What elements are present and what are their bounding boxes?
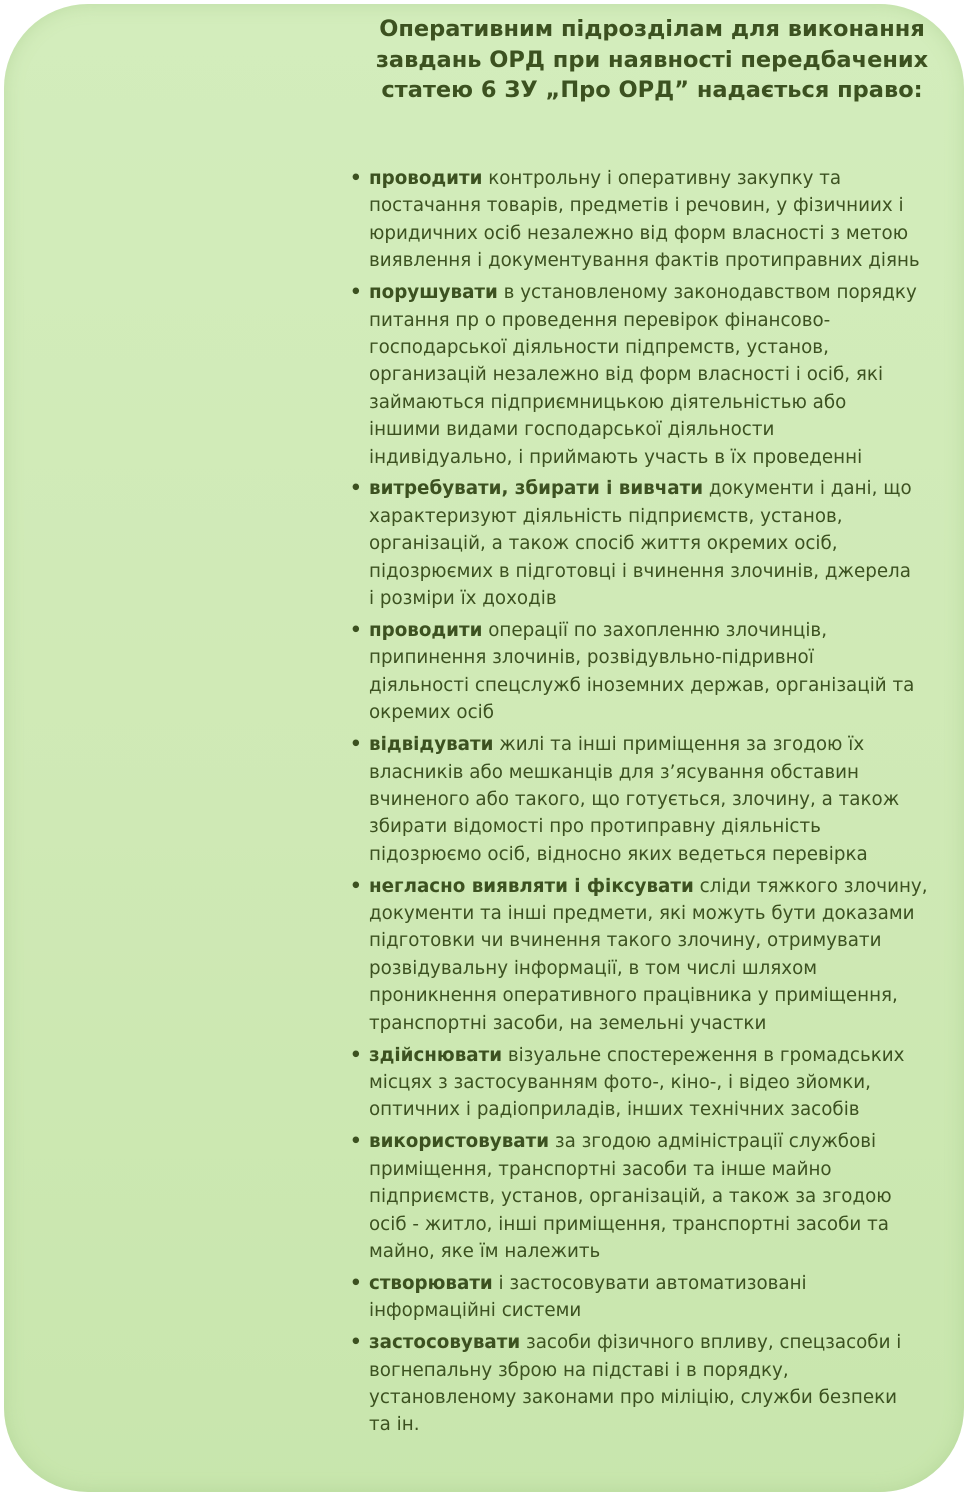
list-item-line: организацій незалежно від форм власності і осіб, які [369,364,884,386]
list-item-line [369,731,961,758]
list-item-line: підозрюємо осіб, відносно яких ведеться перевірка [369,843,868,865]
list-item-line: вчиненого або такого, що готується, злочину, а також [369,788,900,810]
list-item-text: і застосовувати автоматизовані [492,1272,807,1294]
list-item-line: транспортні засоби, на земельні участки [369,1012,767,1034]
list-item-line: власників або мешканців для з’ясування обставин [369,761,859,783]
list-item-line: господарської діяльности підпремств, установ, [369,336,829,358]
list-item-line: займаються підприємницькою діятельністью або [369,391,847,413]
list-item [349,1128,961,1265]
list-item-text: операції по захопленню злочинців, [482,620,828,641]
list-item-line: розвідувальну інформації, в том числі шляхом [369,957,818,979]
list-item-line: оптичних і радіоприладів, інших технічних засобів [369,1099,860,1121]
list-item-line: та ін. [369,1414,420,1436]
list-item-line: окремих осіб [369,702,494,724]
list-item-line [369,1128,961,1155]
list-item-verb: проводити [369,168,483,189]
list-item [349,1042,961,1124]
list-item-text: документи і дані, що [703,478,912,500]
list-item-line: індивідуально, і приймають участь в їх проведенні [369,446,863,468]
list-item-line [369,1270,961,1297]
title-line: статею 6 ЗУ „Про ОРД” надається право: [381,77,923,103]
list-item-line: і розміри їх доходів [369,588,557,610]
title-line: завдань ОРД при наявності передбачених [375,46,929,73]
list-item [349,279,961,471]
list-item-text: за згодою адміністрації службові [549,1131,877,1153]
list-item-line: припинення злочинів, розвідувльно-підривної [369,647,814,669]
list-item [349,165,961,275]
list-item-line: документи та інші предмети, які можуть бути доказами [369,903,915,925]
list-item-line [369,165,961,192]
list-item-line: діяльності спецслужб іноземних держав, організацій та [369,674,915,696]
list-item-verb: застосовувати [369,1332,521,1354]
page-title [362,14,942,106]
list-item-text: візуальне спостереження в громадських [502,1044,905,1066]
list-item-line: вогнепальну зброю на підставі і в порядку, [369,1359,789,1381]
list-item-verb: здійснювати [369,1044,503,1066]
list-item-verb: негласно виявляти і фіксувати [369,875,694,897]
list-item-line [369,617,961,644]
list-item-line: осіб - житло, інші приміщення, транспортні засоби та [369,1213,889,1235]
list-item-line: підозрюємих в підготовці і вчинення злочинів, джерела [369,560,911,582]
title-line: Оперативним підрозділам для виконання [379,16,925,42]
list-item-line: юридичних осіб незалежно від форм власності з метою [369,222,909,244]
list-item-line: виявлення і документування фактів протиправних діянь [369,250,920,272]
list-item-line: іншими видами господарської діяльности [369,419,775,441]
list-item-line: підприємств, установ, організацій, а також за згодою [369,1186,892,1208]
list-item [349,1270,961,1325]
list-item-line: інформаційні системи [369,1300,582,1322]
list-item-line [369,475,961,502]
list-item [349,1329,961,1439]
list-item [349,617,961,727]
list-item-line: місцях з застосуванням фото-, кіно-, і відео зйомки, [369,1072,871,1093]
list-item-line: майно, яке їм належить [369,1240,601,1262]
list-item-verb: відвідувати [369,734,494,756]
list-item-verb: витребувати, збирати і вивчати [369,478,704,500]
list-item-line: характеризуют діяльність підприємств, установ, [369,505,843,527]
list-item-verb: створювати [369,1272,493,1294]
list-item-line: питання пр о проведення перевірок фінансово- [369,309,831,331]
list-item [349,731,961,868]
list-item-verb: використовувати [369,1131,550,1153]
list-item [349,475,961,612]
list-item [349,873,961,1037]
list-item-line: збирати відомості про протиправну діяльність [369,816,821,838]
list-item-line: підготовки чи вчинення такого злочину, отримувати [369,930,882,952]
list-item-verb: порушувати [369,282,498,304]
list-item-line: проникнення оперативного працівника у приміщення, [369,985,898,1007]
list-item-line: організацій, а також спосіб життя окремих осіб, [369,533,838,555]
list-item-line: постачання товарів, предметів і речовин, у фізичниих і [369,195,904,217]
list-item-line: установленому законами про міліцію, служби безпеки [369,1386,897,1408]
list-item-text: жилі та інші приміщення за згодою їх [493,734,865,756]
list-item-line: приміщення, транспортні засоби та інше майно [369,1158,832,1180]
list-item-text: сліди тяжкого злочину, [693,875,928,897]
list-item-text: в установленому законодавством порядку [497,282,917,304]
list-item-text: контрольну і оперативну закупку та [482,168,842,189]
list-item-line [369,279,961,306]
list-item-line [369,1042,961,1069]
rights-list [349,165,961,1443]
list-item-verb: проводити [369,620,483,641]
list-item-line [369,873,961,900]
list-item-line [369,1329,961,1356]
list-item-text: засоби фізичного впливу, спецзасоби і [520,1332,902,1354]
